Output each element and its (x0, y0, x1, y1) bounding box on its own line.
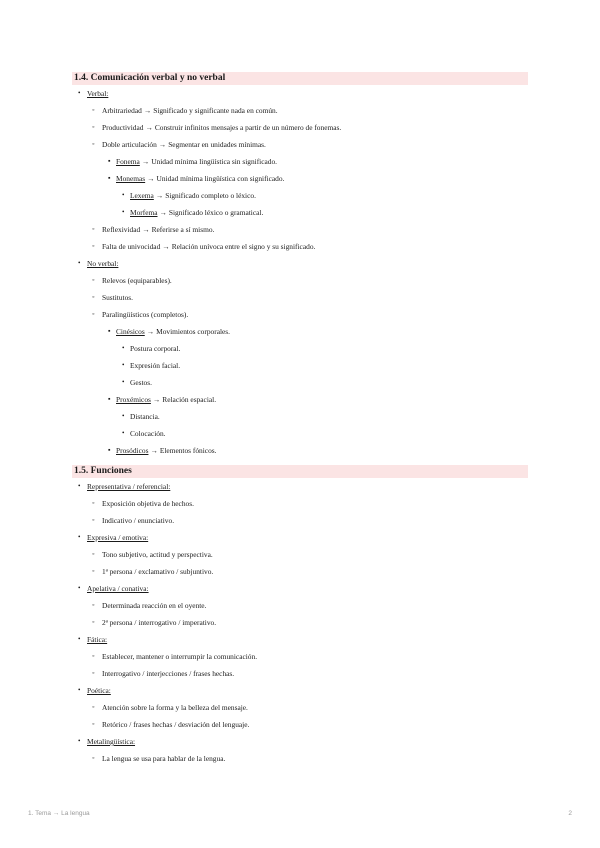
list-item: ◦ La lengua se usa para hablar de la lengua. (72, 750, 528, 767)
section-verbal-noverbal (72, 72, 528, 459)
arrow-icon: → (162, 242, 170, 251)
list-item: • Gestos. (72, 374, 528, 391)
list-item: • Expresiva / emotiva: (72, 529, 528, 546)
list-item: ◦ Retórico / frases hechas / desviación del lenguaje. (72, 716, 528, 733)
list-item: ◦ Falta de univocidad → Relación unívoca entre el signo y su significado. (72, 238, 528, 255)
bullet-list (72, 85, 528, 459)
arrow-icon: → (152, 395, 161, 404)
arrow-icon: → (143, 106, 152, 115)
list-item: • Poética: (72, 682, 528, 699)
list-item: ◦ Reflexividad → Referirse a sí mismo. (72, 221, 528, 238)
list-item: ◦ Establecer, mantener o interrumpir la comunicación. (72, 648, 528, 665)
list-item: ◦ Relevos (equiparables). (72, 272, 528, 289)
list-item: ▪ Cinésicos → Movimientos corporales. (72, 323, 528, 340)
list-item: • Colocación. (72, 425, 528, 442)
arrow-icon: → (150, 446, 158, 455)
footer-breadcrumb: 1. Tema → La lengua (28, 810, 90, 817)
list-item: ◦ Indicativo / enunciativo. (72, 512, 528, 529)
arrow-icon: → (141, 157, 150, 166)
list-item: ▪ Prosódicos → Elementos fónicos. (72, 442, 528, 459)
section-heading: 1.4. Comunicación verbal y no verbal (72, 72, 528, 85)
list-item: • Fática: (72, 631, 528, 648)
bullet-list (72, 478, 528, 767)
list-item: • Distancia. (72, 408, 528, 425)
list-item: ◦ Arbitrariedad → Significado y significante nada en común. (72, 102, 528, 119)
list-item: ◦ Paralingüísticos (completos). (72, 306, 528, 323)
document-body (72, 72, 528, 773)
list-item: • Morfema → Significado léxico o gramatical. (72, 204, 528, 221)
list-item: • Postura corporal. (72, 340, 528, 357)
list-item: ◦ 1ª persona / exclamativo / subjuntivo. (72, 563, 528, 580)
page-footer (28, 810, 572, 817)
list-item: ◦ Doble articulación → Segmentar en unidades mínimas. (72, 136, 528, 153)
section-heading: 1.5. Funciones (72, 465, 528, 478)
arrow-icon: → (147, 174, 155, 183)
list-item: • No verbal: (72, 255, 528, 272)
list-item: ▪ Monemas → Unidad mínima lingüística con significado. (72, 170, 528, 187)
list-item: • Apelativa / conativa: (72, 580, 528, 597)
arrow-icon: → (146, 327, 155, 336)
arrow-icon: → (155, 191, 164, 200)
list-item: ◦ Interrogativo / interjecciones / frases hechas. (72, 665, 528, 682)
list-item: • Representativa / referencial: (72, 478, 528, 495)
list-item: ▪ Proxémicos → Relación espacial. (72, 391, 528, 408)
list-item: ◦ Determinada reacción en el oyente. (72, 597, 528, 614)
arrow-icon: → (159, 208, 167, 217)
section-funciones (72, 465, 528, 767)
page-number: 2 (568, 810, 572, 817)
arrow-icon: → (158, 140, 167, 149)
list-item: ◦ 2ª persona / interrogativo / imperativo. (72, 614, 528, 631)
list-item: • Verbal: (72, 85, 528, 102)
list-item: • Expresión facial. (72, 357, 528, 374)
arrow-icon: → (142, 225, 150, 234)
arrow-icon: → (145, 123, 153, 132)
list-item: • Metalingüística: (72, 733, 528, 750)
list-item: ◦ Tono subjetivo, actitud y perspectiva. (72, 546, 528, 563)
list-item: ◦ Sustitutos. (72, 289, 528, 306)
list-item: ◦ Exposición objetiva de hechos. (72, 495, 528, 512)
list-item: • Lexema → Significado completo o léxico. (72, 187, 528, 204)
list-item: ▪ Fonema → Unidad mínima lingüística sin significado. (72, 153, 528, 170)
list-item: ◦ Atención sobre la forma y la belleza del mensaje. (72, 699, 528, 716)
list-item: ◦ Productividad → Construir infinitos mensajes a partir de un número de fonemas. (72, 119, 528, 136)
